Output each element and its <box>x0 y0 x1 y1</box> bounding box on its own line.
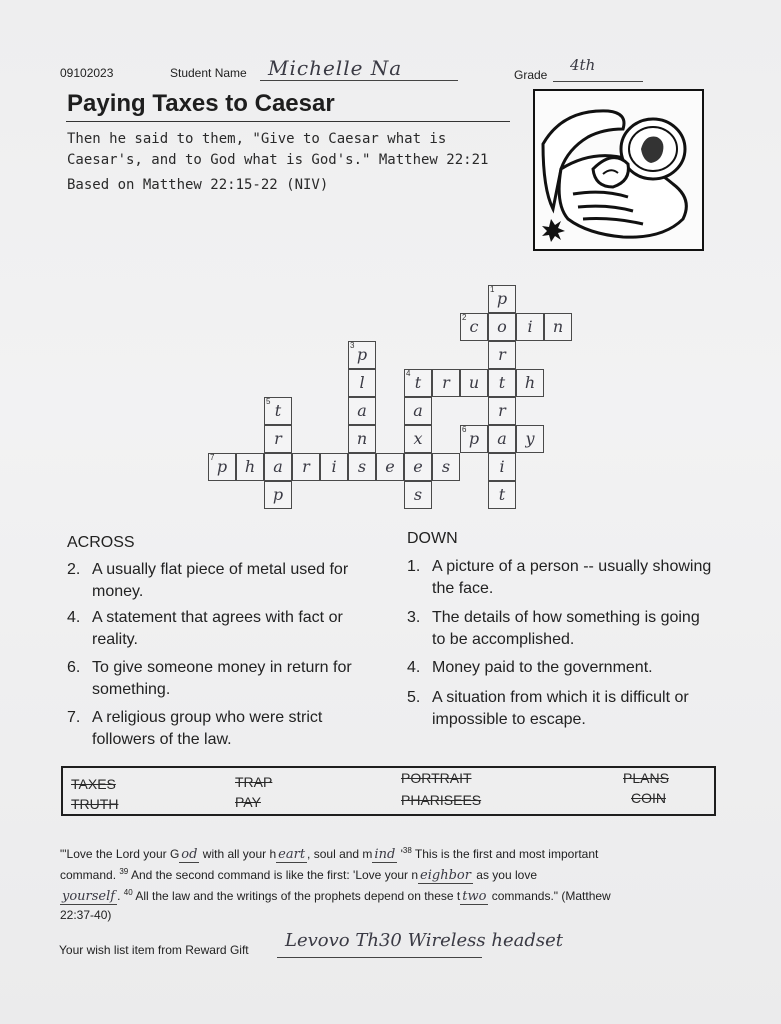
cell-letter: s <box>413 485 423 504</box>
word-bank-item: PAY <box>235 794 261 810</box>
cell-letter: p <box>468 429 480 448</box>
across-clue-7 <box>67 707 357 751</box>
cell-letter: e <box>385 457 395 476</box>
fill-in-text: 22:37-40) <box>60 908 112 922</box>
blank-answer[interactable]: yourself <box>62 889 116 904</box>
cell-letter: h <box>524 373 536 392</box>
page-title: Paying Taxes to Caesar <box>67 90 335 117</box>
fill-in-line <box>60 867 537 884</box>
clue-number: 3. <box>407 609 421 626</box>
word-bank <box>61 766 716 816</box>
cell-letter: i <box>499 457 505 476</box>
cell-letter: a <box>413 401 423 420</box>
cell-letter: e <box>413 457 423 476</box>
across-clue-2 <box>67 559 357 603</box>
crossword-cell[interactable] <box>404 453 432 481</box>
fill-in-line <box>60 908 111 922</box>
word-bank-item: PORTRAIT <box>401 770 472 786</box>
crossword-cell[interactable] <box>348 369 376 397</box>
cell-letter: r <box>302 457 310 476</box>
cell-letter: n <box>552 317 564 336</box>
fill-in-text: "'Love the Lord your G <box>60 847 180 861</box>
blank-answer[interactable]: od <box>181 847 198 862</box>
cell-letter: t <box>498 485 506 504</box>
cell-letter: t <box>498 373 506 392</box>
across-clue-6 <box>67 657 357 701</box>
cell-letter: r <box>442 373 450 392</box>
fill-in-text: command. <box>60 868 120 882</box>
crossword-cell[interactable] <box>488 425 516 453</box>
crossword-cell[interactable] <box>292 453 320 481</box>
worksheet-id: 09102023 <box>60 66 114 80</box>
crossword-cell[interactable] <box>404 425 432 453</box>
blank-answer[interactable]: eart <box>278 847 306 862</box>
fill-in-text: commands." (Matthew <box>488 889 611 903</box>
wish-list-line <box>277 957 482 958</box>
clue-text: A statement that agrees with fact or reality. <box>92 609 343 648</box>
clue-number: 7 <box>210 453 215 462</box>
fill-in-text: All the law and the writings of the prophets depend on these t <box>132 889 461 903</box>
crossword-cell[interactable] <box>348 453 376 481</box>
clue-text: A usually flat piece of metal used for money. <box>92 561 349 600</box>
cell-letter: i <box>331 457 337 476</box>
across-clue-4 <box>67 607 357 651</box>
based-on-text: Based on Matthew 22:15-22 (NIV) <box>67 177 329 193</box>
clue-number: 1. <box>407 558 421 575</box>
crossword-cell[interactable] <box>404 481 432 509</box>
cell-letter: i <box>527 317 533 336</box>
crossword-cell[interactable] <box>320 453 348 481</box>
verse-number: 39 <box>119 867 129 876</box>
clue-number: 4 <box>406 369 411 378</box>
clue-text: A picture of a person -- usually showing the face. <box>432 558 712 597</box>
crossword-cell[interactable] <box>516 313 544 341</box>
cell-letter: t <box>274 401 282 420</box>
cell-letter: s <box>357 457 367 476</box>
cell-letter: h <box>244 457 256 476</box>
crossword-cell[interactable] <box>376 453 404 481</box>
cell-letter: p <box>496 289 508 308</box>
clue-text: A situation from which it is difficult or impossible to escape. <box>432 689 689 728</box>
word-bank-item: PHARISEES <box>401 792 482 808</box>
fill-in-text: , soul and m <box>307 847 373 861</box>
down-heading: DOWN <box>407 530 458 547</box>
crossword-cell[interactable] <box>516 425 544 453</box>
clue-number: 7. <box>67 709 81 726</box>
crossword-cell[interactable] <box>432 369 460 397</box>
wish-list-value[interactable]: Levovo Th30 Wireless headset <box>285 930 563 951</box>
crossword-cell[interactable] <box>348 397 376 425</box>
cell-letter: n <box>356 429 368 448</box>
crossword-cell[interactable] <box>544 313 572 341</box>
clue-number: 2 <box>462 313 467 322</box>
crossword-cell[interactable] <box>460 425 488 453</box>
clue-text: The details of how something is going to be accomplished. <box>432 609 700 648</box>
crossword-cell[interactable] <box>488 313 516 341</box>
cell-letter: p <box>356 345 368 364</box>
verse-number: 40 <box>123 888 133 897</box>
crossword-cell[interactable] <box>236 453 264 481</box>
clue-text: To give someone money in return for something. <box>92 659 352 698</box>
crossword-cell[interactable] <box>404 397 432 425</box>
crossword-cell[interactable] <box>348 425 376 453</box>
cell-letter: x <box>413 429 423 448</box>
crossword-cell[interactable] <box>488 285 516 313</box>
crossword-cell[interactable] <box>488 369 516 397</box>
clue-text: Money paid to the government. <box>432 659 653 676</box>
clue-number: 4. <box>67 609 81 626</box>
crossword-cell[interactable] <box>264 425 292 453</box>
fill-in-line <box>60 846 598 863</box>
crossword-cell[interactable] <box>488 397 516 425</box>
clue-number: 5. <box>407 689 421 706</box>
crossword-cell[interactable] <box>404 369 432 397</box>
crossword-cell[interactable] <box>460 313 488 341</box>
blank-answer[interactable]: ind <box>374 847 396 862</box>
verse-line: Caesar's, and to God what is God's." Matthew 22:21 <box>67 152 489 168</box>
fill-in-line <box>60 888 611 905</box>
grade-label: Grade <box>514 68 548 82</box>
cell-letter: r <box>498 401 506 420</box>
cell-letter: s <box>441 457 451 476</box>
clue-number: 5 <box>266 397 271 406</box>
fill-in-text: And the second command is like the first: 'Love your n <box>128 868 419 882</box>
blank-answer[interactable]: two <box>462 889 487 904</box>
fill-in-text: with all your h <box>199 847 277 861</box>
crossword-cell[interactable] <box>488 453 516 481</box>
crossword-cell[interactable] <box>488 341 516 369</box>
crossword-cell[interactable] <box>208 453 236 481</box>
cell-letter: p <box>216 457 228 476</box>
word-bank-item: TAXES <box>71 776 116 792</box>
down-clue-1 <box>407 556 717 600</box>
word-bank-item: COIN <box>631 790 666 806</box>
cell-letter: r <box>274 429 282 448</box>
cell-letter: a <box>273 457 283 476</box>
crossword-cell[interactable] <box>348 341 376 369</box>
crossword-cell[interactable] <box>432 453 460 481</box>
crossword-cell[interactable] <box>488 481 516 509</box>
cell-letter: o <box>497 317 507 336</box>
wish-list-label: Your wish list item from Reward Gift <box>59 943 249 957</box>
cell-letter: t <box>414 373 422 392</box>
fill-in-text: This is the first and most important <box>411 847 599 861</box>
verse-line: Then he said to them, "Give to Caesar what is <box>67 131 447 147</box>
cell-letter: l <box>359 373 365 392</box>
clue-number: 6. <box>67 659 81 676</box>
crossword-cell[interactable] <box>264 397 292 425</box>
blank-answer[interactable]: eighbor <box>420 868 471 883</box>
down-clue-5 <box>407 687 717 731</box>
cell-letter: a <box>497 429 507 448</box>
crossword-cell[interactable] <box>460 369 488 397</box>
cell-letter: r <box>498 345 506 364</box>
student-name-label: Student Name <box>170 66 247 80</box>
clue-number: 2. <box>67 561 81 578</box>
cell-letter: a <box>357 401 367 420</box>
across-heading: ACROSS <box>67 534 135 551</box>
crossword-cell[interactable] <box>264 481 292 509</box>
fill-in-text: as you love <box>472 868 538 882</box>
verse-number: 38 <box>402 846 412 855</box>
clue-text: A religious group who were strict followers of the law. <box>92 709 323 748</box>
word-bank-item: TRAP <box>235 774 273 790</box>
student-name-value[interactable]: Michelle Na <box>268 56 403 80</box>
cell-letter: y <box>525 429 535 448</box>
crossword-cell[interactable] <box>516 369 544 397</box>
clue-number: 1 <box>490 285 495 294</box>
cell-letter: p <box>272 485 284 504</box>
fill-in-text: ' <box>397 847 403 861</box>
cell-letter: c <box>469 317 479 336</box>
cell-letter: u <box>468 373 480 392</box>
down-clue-4 <box>407 657 717 679</box>
clue-number: 6 <box>462 425 467 434</box>
grade-value[interactable]: 4th <box>570 56 596 74</box>
clue-number: 3 <box>350 341 355 350</box>
clue-number: 4. <box>407 659 421 676</box>
fill-in-text: . <box>117 889 124 903</box>
crossword-cell[interactable] <box>264 453 292 481</box>
word-bank-item: PLANS <box>623 770 669 786</box>
word-bank-item: TRUTH <box>71 796 119 812</box>
down-clue-3 <box>407 607 717 651</box>
